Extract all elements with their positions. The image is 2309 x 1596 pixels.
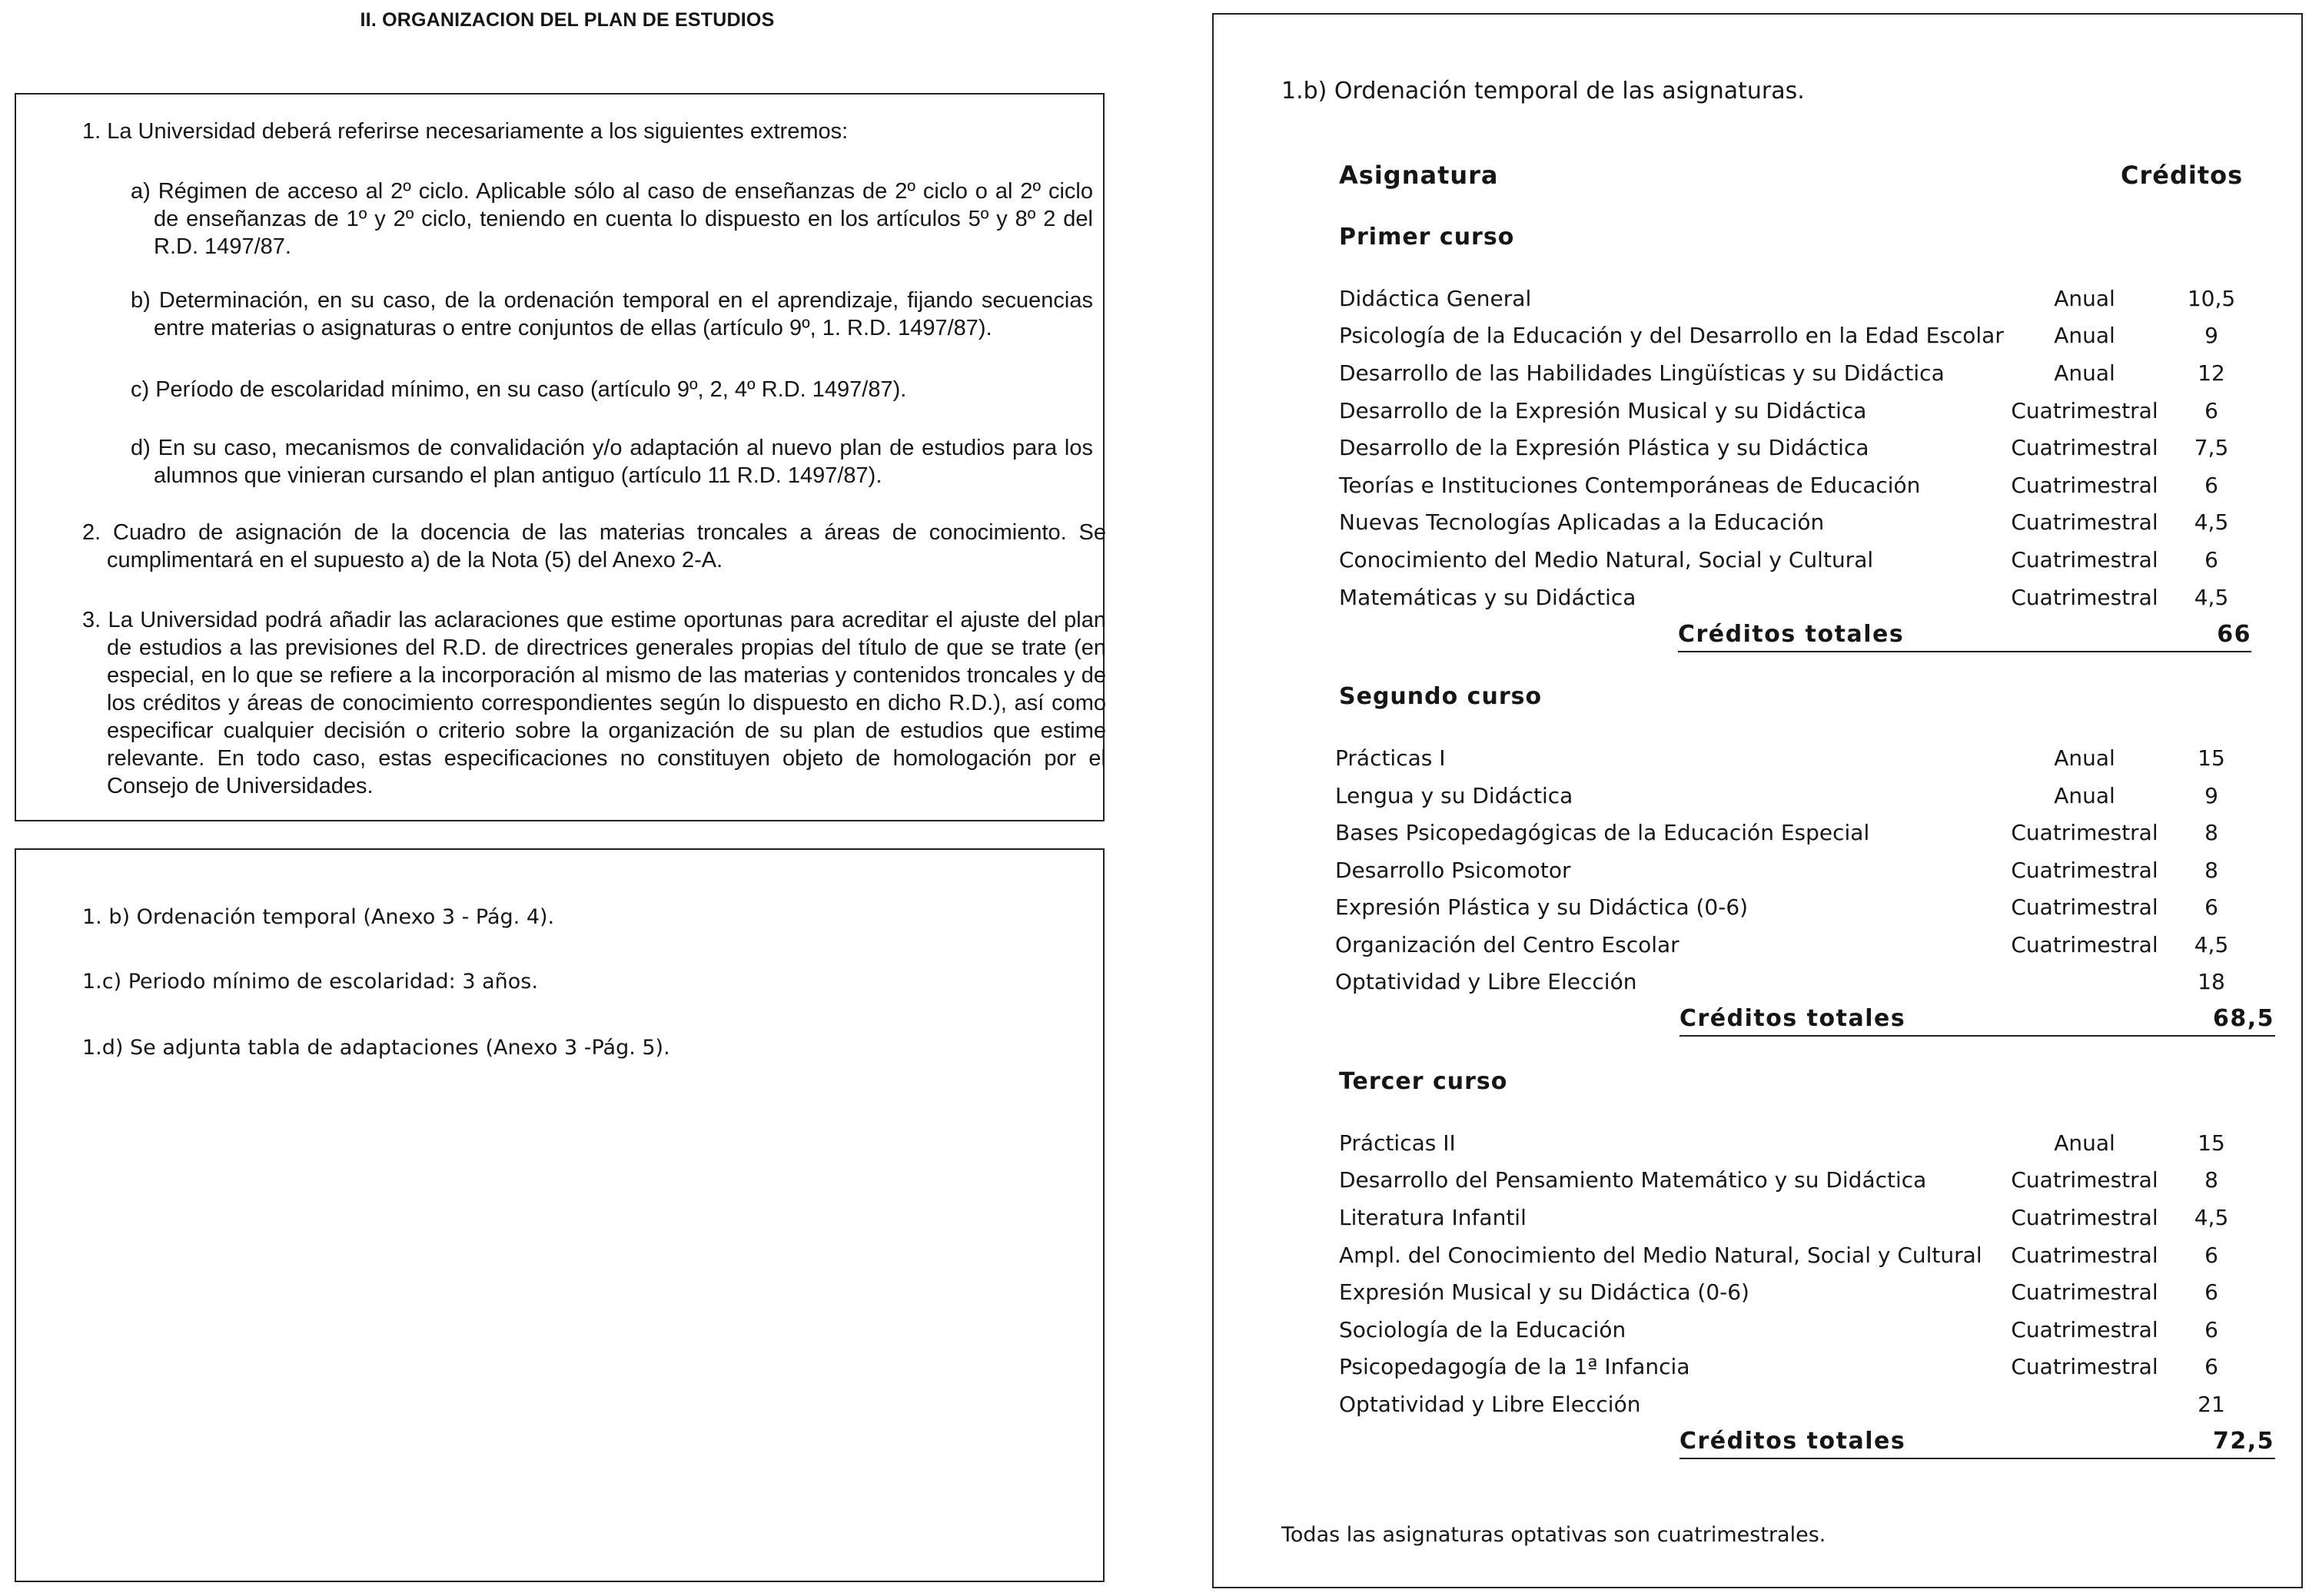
subject-credits: 21 <box>2198 1392 2225 1417</box>
subject-credits: 6 <box>2204 473 2218 498</box>
subject-name: Matemáticas y su Didáctica <box>1339 585 1636 610</box>
total-label: Créditos totales <box>1679 1005 1906 1032</box>
column-header-asignatura: Asignatura <box>1339 161 1499 190</box>
course-title-primer: Primer curso <box>1339 224 1515 251</box>
subject-credits: 10,5 <box>2187 286 2236 311</box>
course-title-segundo: Segundo curso <box>1339 683 1543 710</box>
total-label: Créditos totales <box>1679 1428 1906 1455</box>
subject-duration: Cuatrimestral <box>2011 1167 2158 1193</box>
subject-duration: Anual <box>2054 360 2115 386</box>
subject-credits: 8 <box>2204 820 2218 845</box>
subject-name: Desarrollo de las Habilidades Lingüísticas y su Didáctica <box>1339 360 1945 386</box>
subject-credits: 9 <box>2204 323 2218 348</box>
total-underline <box>1679 1035 2275 1037</box>
subject-duration: Cuatrimestral <box>2011 585 2158 610</box>
instruction-2: 2. Cuadro de asignación de la docencia de las materias troncales a áreas de conocimiento. Se cumplimentará en el supuesto a) de la Nota (5) del Anexo 2-A. <box>82 520 1106 572</box>
total-underline <box>1678 651 2251 652</box>
note-periodo: 1.c) Periodo mínimo de escolaridad: 3 años. <box>82 970 538 994</box>
subject-duration: Anual <box>2054 745 2115 771</box>
subject-name: Psicopedagogía de la 1ª Infancia <box>1339 1354 1690 1379</box>
subject-duration: Cuatrimestral <box>2011 894 2158 920</box>
subject-credits: 4,5 <box>2194 932 2229 957</box>
subject-credits: 9 <box>2204 783 2218 808</box>
subject-name: Desarrollo de la Expresión Musical y su Didáctica <box>1339 398 1867 423</box>
subject-duration: Cuatrimestral <box>2011 932 2158 957</box>
subject-credits: 6 <box>2204 1354 2218 1379</box>
subject-name: Literatura Infantil <box>1339 1205 1527 1230</box>
subject-name: Bases Psicopedagógicas de la Educación Especial <box>1335 820 1870 845</box>
instruction-1b: b) Determinación, en su caso, de la ordenación temporal en el aprendizaje, fijando secuencias entre materias o asignaturas o entre conjuntos de ellas (artículo 9º, 1. R.D. 1497/87). <box>131 288 1093 340</box>
subject-name: Teorías e Instituciones Contemporáneas de Educación <box>1339 473 1921 498</box>
subject-name: Desarrollo Psicomotor <box>1335 858 1571 883</box>
subject-name: Organización del Centro Escolar <box>1335 932 1679 957</box>
instruction-1d: d) En su caso, mecanismos de convalidación y/o adaptación al nuevo plan de estudios para los alumnos que vinieran cursando el plan antiguo (artículo 11 R.D. 1497/87). <box>131 436 1093 488</box>
subject-duration: Cuatrimestral <box>2011 473 2158 498</box>
subject-name: Psicología de la Educación y del Desarrollo en la Edad Escolar <box>1339 323 2004 348</box>
subject-duration: Anual <box>2054 323 2115 348</box>
note-adaptaciones: 1.d) Se adjunta tabla de adaptaciones (Anexo 3 -Pág. 5). <box>82 1036 670 1060</box>
instruction-1c: c) Período de escolaridad mínimo, en su caso (artículo 9º, 2, 4º R.D. 1497/87). <box>131 377 907 402</box>
subject-credits: 8 <box>2204 858 2218 883</box>
subject-credits: 6 <box>2204 894 2218 920</box>
subject-credits: 15 <box>2198 745 2225 771</box>
subject-credits: 18 <box>2198 969 2225 994</box>
instruction-1a: a) Régimen de acceso al 2º ciclo. Aplicable sólo al caso de enseñanzas de 2º ciclo o al 2º ciclo de enseñanzas de 1º y 2º ciclo, teniendo en cuenta lo dispuesto en los artículos 5º y 8º 2 del R.D. 1497/87. <box>131 179 1093 259</box>
subject-credits: 12 <box>2198 360 2225 386</box>
subject-duration: Cuatrimestral <box>2011 858 2158 883</box>
subject-name: Didáctica General <box>1339 286 1532 311</box>
subject-name: Optatividad y Libre Elección <box>1339 1392 1641 1417</box>
subject-name: Conocimiento del Medio Natural, Social y Cultural <box>1339 547 1874 572</box>
subject-credits: 4,5 <box>2194 509 2229 535</box>
footer-note: Todas las asignaturas optativas son cuatrimestrales. <box>1281 1523 1826 1547</box>
subject-name: Optatividad y Libre Elección <box>1335 969 1637 994</box>
subject-name: Prácticas I <box>1335 745 1446 771</box>
instructions-box <box>15 93 1105 821</box>
subject-credits: 6 <box>2204 1279 2218 1305</box>
subject-name: Nuevas Tecnologías Aplicadas a la Educación <box>1339 509 1825 535</box>
subject-name: Desarrollo de la Expresión Plástica y su Didáctica <box>1339 435 1869 460</box>
subject-duration: Cuatrimestral <box>2011 820 2158 845</box>
subject-duration: Cuatrimestral <box>2011 1205 2158 1230</box>
subject-credits: 6 <box>2204 1243 2218 1268</box>
total-underline <box>1679 1458 2275 1459</box>
subject-duration: Cuatrimestral <box>2011 1317 2158 1342</box>
subject-credits: 6 <box>2204 1317 2218 1342</box>
subject-duration: Cuatrimestral <box>2011 398 2158 423</box>
subject-duration: Cuatrimestral <box>2011 1279 2158 1305</box>
subject-credits: 6 <box>2204 547 2218 572</box>
notes-box <box>15 848 1105 1582</box>
subject-name: Desarrollo del Pensamiento Matemático y su Didáctica <box>1339 1167 1927 1193</box>
course-title-tercer: Tercer curso <box>1339 1068 1508 1095</box>
subject-credits: 8 <box>2204 1167 2218 1193</box>
subject-name: Expresión Plástica y su Didáctica (0-6) <box>1335 894 1749 920</box>
subject-name: Sociología de la Educación <box>1339 1317 1626 1342</box>
instruction-1: 1. La Universidad deberá referirse necesariamente a los siguientes extremos: <box>82 119 849 144</box>
total-value: 66 <box>2217 621 2251 648</box>
subject-duration: Cuatrimestral <box>2011 1354 2158 1379</box>
schedule-heading: 1.b) Ordenación temporal de las asignaturas. <box>1281 78 1805 105</box>
subject-name: Lengua y su Didáctica <box>1335 783 1573 808</box>
column-header-creditos: Créditos <box>2121 161 2244 190</box>
subject-duration: Cuatrimestral <box>2011 509 2158 535</box>
instruction-3: 3. La Universidad podrá añadir las aclaraciones que estime oportunas para acreditar el ajuste del plan de estudios a las previsiones del R.D. de directrices generales propias del título de que se trate (en especial, en lo que se refiere a la incorporación al mismo de las materias y contenidos troncales y de los créditos y áreas de conocimiento correspondientes según lo dispuesto en dicho R.D.), así como especificar cualquier decisión o criterio sobre la organización de su plan de estudios que estime relevante. En todo caso, estas especificaciones no constituyen objeto de homologación por el Consejo de Universidades. <box>82 608 1106 798</box>
note-ordenacion: 1. b) Ordenación temporal (Anexo 3 - Pág. 4). <box>82 905 555 929</box>
subject-credits: 7,5 <box>2194 435 2229 460</box>
subject-duration: Anual <box>2054 1130 2115 1156</box>
subject-duration: Cuatrimestral <box>2011 435 2158 460</box>
total-label: Créditos totales <box>1678 621 1905 648</box>
subject-duration: Anual <box>2054 783 2115 808</box>
subject-name: Expresión Musical y su Didáctica (0-6) <box>1339 1279 1749 1305</box>
subject-credits: 4,5 <box>2194 585 2229 610</box>
subject-credits: 15 <box>2198 1130 2225 1156</box>
total-value: 72,5 <box>2212 1428 2274 1455</box>
subject-credits: 6 <box>2204 398 2218 423</box>
subject-duration: Cuatrimestral <box>2011 1243 2158 1268</box>
subject-duration: Cuatrimestral <box>2011 547 2158 572</box>
subject-credits: 4,5 <box>2194 1205 2229 1230</box>
page-title: II. ORGANIZACION DEL PLAN DE ESTUDIOS <box>360 9 775 31</box>
total-value: 68,5 <box>2212 1005 2274 1032</box>
course-schedule-box <box>1212 13 2303 1588</box>
subject-name: Prácticas II <box>1339 1130 1456 1156</box>
subject-duration: Anual <box>2054 286 2115 311</box>
subject-name: Ampl. del Conocimiento del Medio Natural, Social y Cultural <box>1339 1243 1982 1268</box>
